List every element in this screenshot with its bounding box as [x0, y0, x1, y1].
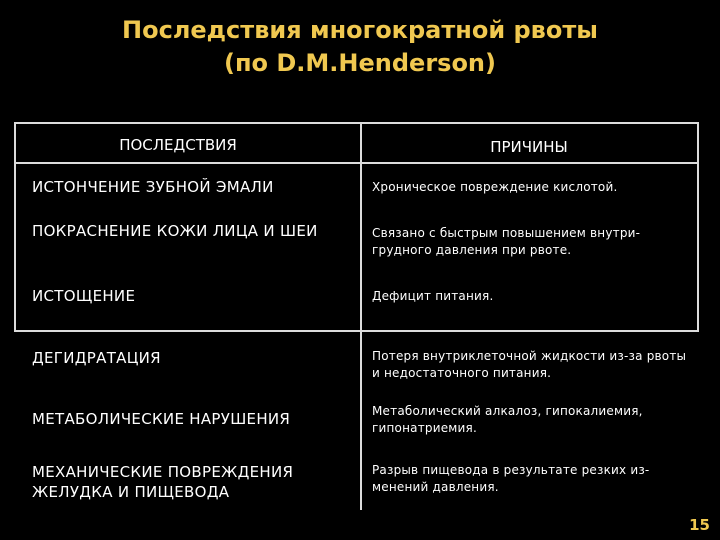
- consequence-cell: ДЕГИДРАТАЦИЯ: [32, 349, 161, 367]
- slide-title-line2: (по D.M.Henderson): [223, 49, 496, 77]
- header-causes: ПРИЧИНЫ: [490, 138, 568, 156]
- consequences-table: [14, 122, 699, 510]
- consequence-cell: ПОКРАСНЕНИЕ КОЖИ ЛИЦА И ШЕИ: [32, 222, 318, 240]
- consequence-cell: МЕХАНИЧЕСКИЕ ПОВРЕЖДЕНИЯ ЖЕЛУДКА И ПИЩЕВОДА: [32, 463, 294, 501]
- table-right-border: [697, 122, 699, 332]
- cause-cell: Хроническое повреждение кислотой.: [372, 180, 618, 194]
- cause-cell: Дефицит питания.: [372, 289, 494, 303]
- consequence-cell: МЕТАБОЛИЧЕСКИЕ НАРУШЕНИЯ: [32, 410, 291, 428]
- table-top-border: [14, 122, 699, 124]
- header-divider: [14, 162, 699, 164]
- slide-title-line1: Последствия многократной рвоты: [122, 16, 598, 44]
- cause-cell: Метаболический алкалоз, гипокалиемия, гипонатриемия.: [372, 404, 643, 435]
- column-divider: [360, 122, 362, 510]
- consequence-cell: ИСТОЩЕНИЕ: [32, 287, 136, 305]
- consequence-cell: ИСТОНЧЕНИЕ ЗУБНОЙ ЭМАЛИ: [32, 178, 274, 196]
- row-divider: [14, 330, 699, 332]
- cause-cell: Потеря внутриклеточной жидкости из-за рвоты и недостаточного питания.: [372, 349, 687, 380]
- header-consequences: ПОСЛЕДСТВИЯ: [119, 136, 237, 154]
- page-number: 15: [689, 516, 710, 534]
- slide-title: [0, 14, 720, 80]
- cause-cell: Разрыв пищевода в результате резких из-менений давления.: [372, 463, 650, 494]
- cause-cell: Связано с быстрым повышением внутри-грудного давления при рвоте.: [372, 226, 641, 257]
